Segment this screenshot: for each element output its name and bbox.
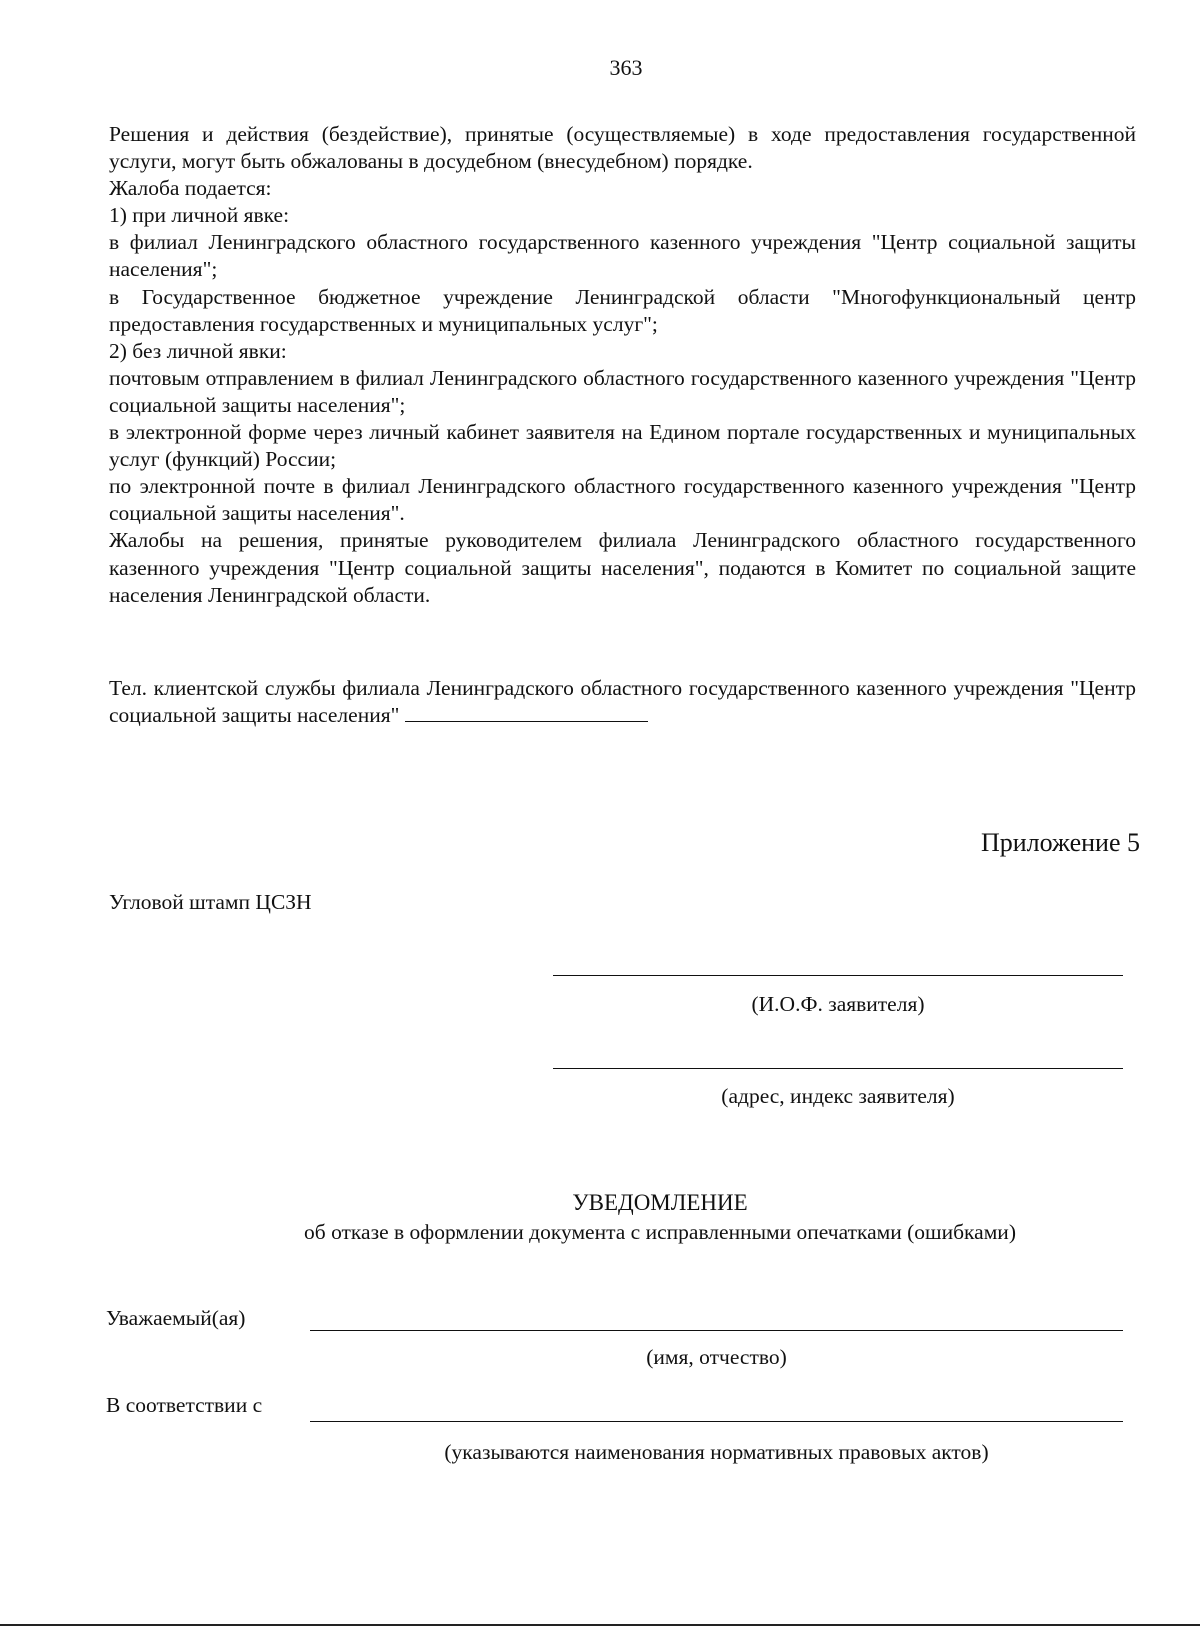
applicant-address-line [553,1068,1123,1069]
paragraph-in-person: 1) при личной явке: [109,203,290,228]
phone-blank-line [405,703,648,722]
complaint-procedure-text [109,121,1136,609]
paragraph-electronic: в электронной форме через личный кабинет заявителя на Едином портале государственных и муниципальных услуг (функций) России; [109,420,1136,472]
applicant-name-line [553,975,1123,976]
salutation-caption: (имя, отчество) [646,1345,787,1369]
applicant-address-caption: (адрес, индекс заявителя) [721,1084,955,1108]
paragraph-branch: в филиал Ленинградского областного государственного казенного учреждения "Центр социальной защиты населения"; [109,230,1136,282]
paragraph-appeal: Решения и действия (бездействие), принятые (осуществляемые) в ходе предоставления государственной услуги, могут быть обжалованы в досудебном (внесудебном) порядке. [109,122,1136,174]
notice-title: УВЕДОМЛЕНИЕ [572,1190,748,1215]
accordance-caption: (указываются наименования нормативных правовых актов) [444,1440,989,1464]
paragraph-complaint-filed: Жалоба подается: [109,176,272,201]
applicant-name-caption: (И.О.Ф. заявителя) [751,992,925,1016]
phone-label: Тел. клиентской службы филиала Ленинградского областного государственного казенного учреждения "Центр социальной защиты населения" [109,676,1136,728]
paragraph-postal: почтовым отправлением в филиал Ленинградского областного государственного казенного учреждения "Центр социальной защиты населения"; [109,365,1136,417]
paragraph-committee: Жалобы на решения, принятые руководителем филиала Ленинградского областного государственного казенного учреждения "Центр социальной защиты населения", подаются в Комитет по социальной защите населения Ленинградской области. [109,528,1136,607]
notice-subtitle: об отказе в оформлении документа с исправленными опечатками (ошибками) [304,1220,1016,1244]
page-number: 363 [609,55,643,80]
salutation-line [310,1330,1123,1331]
paragraph-mfc: в Государственное бюджетное учреждение Ленинградской области "Многофункциональный центр предоставления государственных и муниципальных услуг"; [109,284,1136,336]
bottom-edge-rule [0,1624,1200,1626]
client-service-phone [109,675,1136,729]
appendix-title: Приложение 5 [980,828,1140,857]
paragraph-email: по электронной почте в филиал Ленинградского областного государственного казенного учреждения "Центр социальной защиты населения". [109,474,1136,526]
accordance-label: В соответствии с [106,1393,263,1417]
salutation-label: Уважаемый(ая) [106,1306,246,1330]
paragraph-remote: 2) без личной явки: [109,338,287,363]
accordance-line [310,1421,1123,1422]
corner-stamp-label: Угловой штамп ЦСЗН [109,890,312,914]
